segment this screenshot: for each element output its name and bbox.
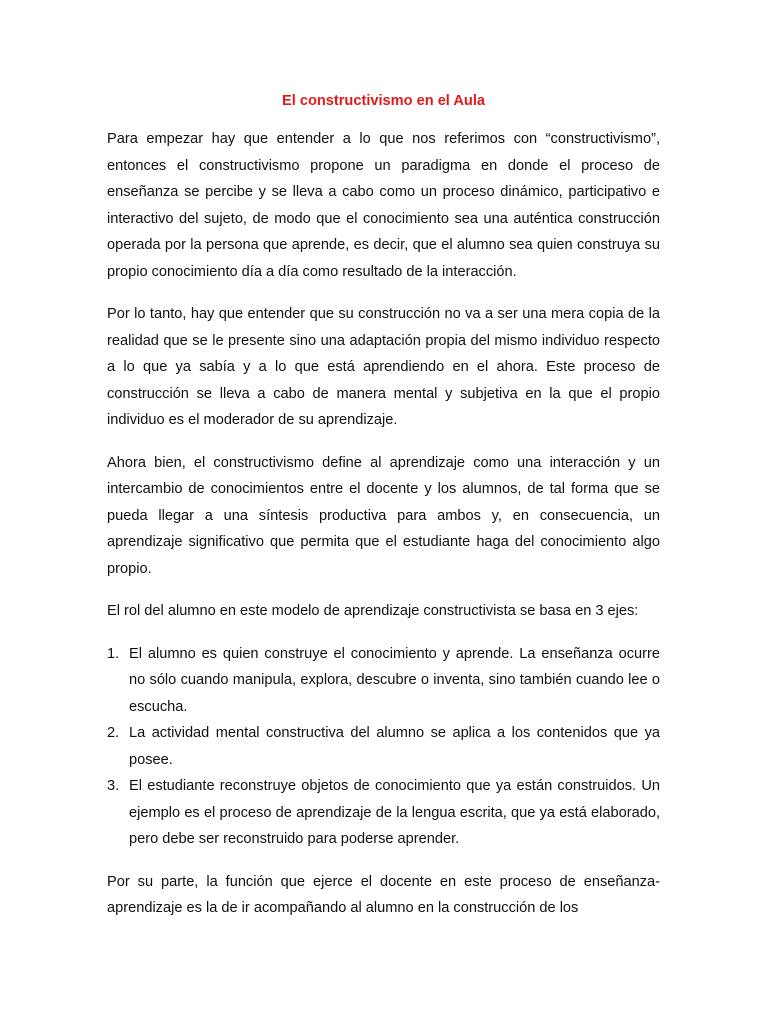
list-item-number: 2. xyxy=(107,725,120,741)
list-item-text: El estudiante reconstruye objetos de conocimiento que ya están construidos. Un ejemplo es el proceso de aprendizaje de la lengua escrita, que ya está elaborado, pero debe ser reconstruido para poderse aprender. xyxy=(129,778,660,847)
paragraph-construction: Por lo tanto, hay que entender que su construcción no va a ser una mera copia de la realidad que se le presente sino una adaptación propia del mismo individuo respecto a lo que ya sabía y a lo que está aprendiendo en el ahora. Este proceso de construcción se lleva a cabo de manera mental y subjetiva en la que el propio individuo es el moderador de su aprendizaje. xyxy=(107,306,660,428)
student-role-list xyxy=(107,641,660,853)
list-item-number: 1. xyxy=(107,645,120,662)
list-item-number: 3. xyxy=(107,778,120,794)
document-content xyxy=(107,88,660,938)
paragraph-teacher-role: Por su parte, la función que ejerce el docente en este proceso de enseñanza-aprendizaje es la de ir acompañando al alumno en la construcción de los xyxy=(107,873,660,916)
list-intro: El rol del alumno en este modelo de aprendizaje constructivista se basa en 3 ejes: xyxy=(107,603,639,619)
list-item xyxy=(107,641,660,721)
list-item xyxy=(107,720,660,773)
list-item-text: El alumno es quien construye el conocimiento y aprende. La enseñanza ocurre no sólo cuando manipula, explora, descubre o inventa, sino también cuando lee o escucha. xyxy=(129,645,660,715)
paragraph-intro: Para empezar hay que entender a lo que nos referimos con “constructivismo”, entonces el constructivismo propone un paradigma en donde el proceso de enseñanza se percibe y se lleva a cabo como un proceso dinámico, participativo e interactivo del sujeto, de modo que el conocimiento sea una auténtica construcción operada por la persona que aprende, es decir, que el alumno sea quien construya su propio conocimiento día a día como resultado de la interacción. xyxy=(107,131,660,280)
list-item-text: La actividad mental constructiva del alumno se aplica a los contenidos que ya posee. xyxy=(129,725,660,768)
document-title: El constructivismo en el Aula xyxy=(281,93,485,109)
paragraph-interaction: Ahora bien, el constructivismo define al aprendizaje como una interacción y un intercambio de conocimientos entre el docente y los alumnos, de tal forma que se pueda llegar a una síntesis productiva para ambos y, en consecuencia, un aprendizaje significativo que permita que el estudiante haga del conocimiento algo propio. xyxy=(107,454,660,577)
list-item xyxy=(107,773,660,853)
